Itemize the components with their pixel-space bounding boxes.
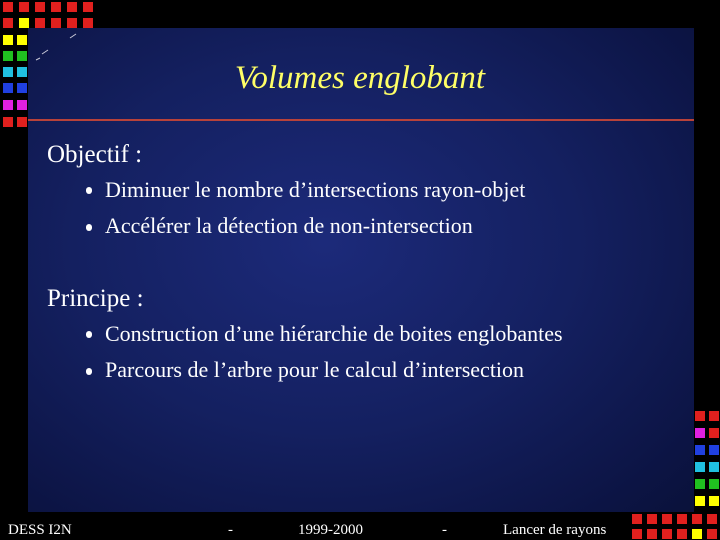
list-item: Parcours de l’arbre pour le calcul d’intersection xyxy=(105,357,525,382)
list-item: Construction d’une hiérarchie de boites englobantes xyxy=(105,321,563,346)
title-divider xyxy=(28,119,694,121)
bullet-icon xyxy=(86,331,92,338)
bullet-icon xyxy=(86,187,92,194)
frame-top xyxy=(0,0,720,28)
list-item: Diminuer le nombre d’intersections rayon-objet xyxy=(105,177,526,202)
list-item: Accélérer la détection de non-intersection xyxy=(105,213,473,238)
section-heading-objectif: Objectif : xyxy=(47,141,143,168)
footer-separator: - xyxy=(228,522,233,538)
footer-course: DESS I2N xyxy=(8,522,72,538)
slide-title: Volumes englobant xyxy=(234,60,486,96)
footer-year: 1999-2000 xyxy=(298,522,363,538)
section-heading-principe: Principe : xyxy=(47,285,144,312)
bullet-icon xyxy=(86,224,92,231)
bullet-icon xyxy=(86,368,92,375)
footer-separator: - xyxy=(442,522,447,538)
footer-topic: Lancer de rayons xyxy=(503,522,607,538)
